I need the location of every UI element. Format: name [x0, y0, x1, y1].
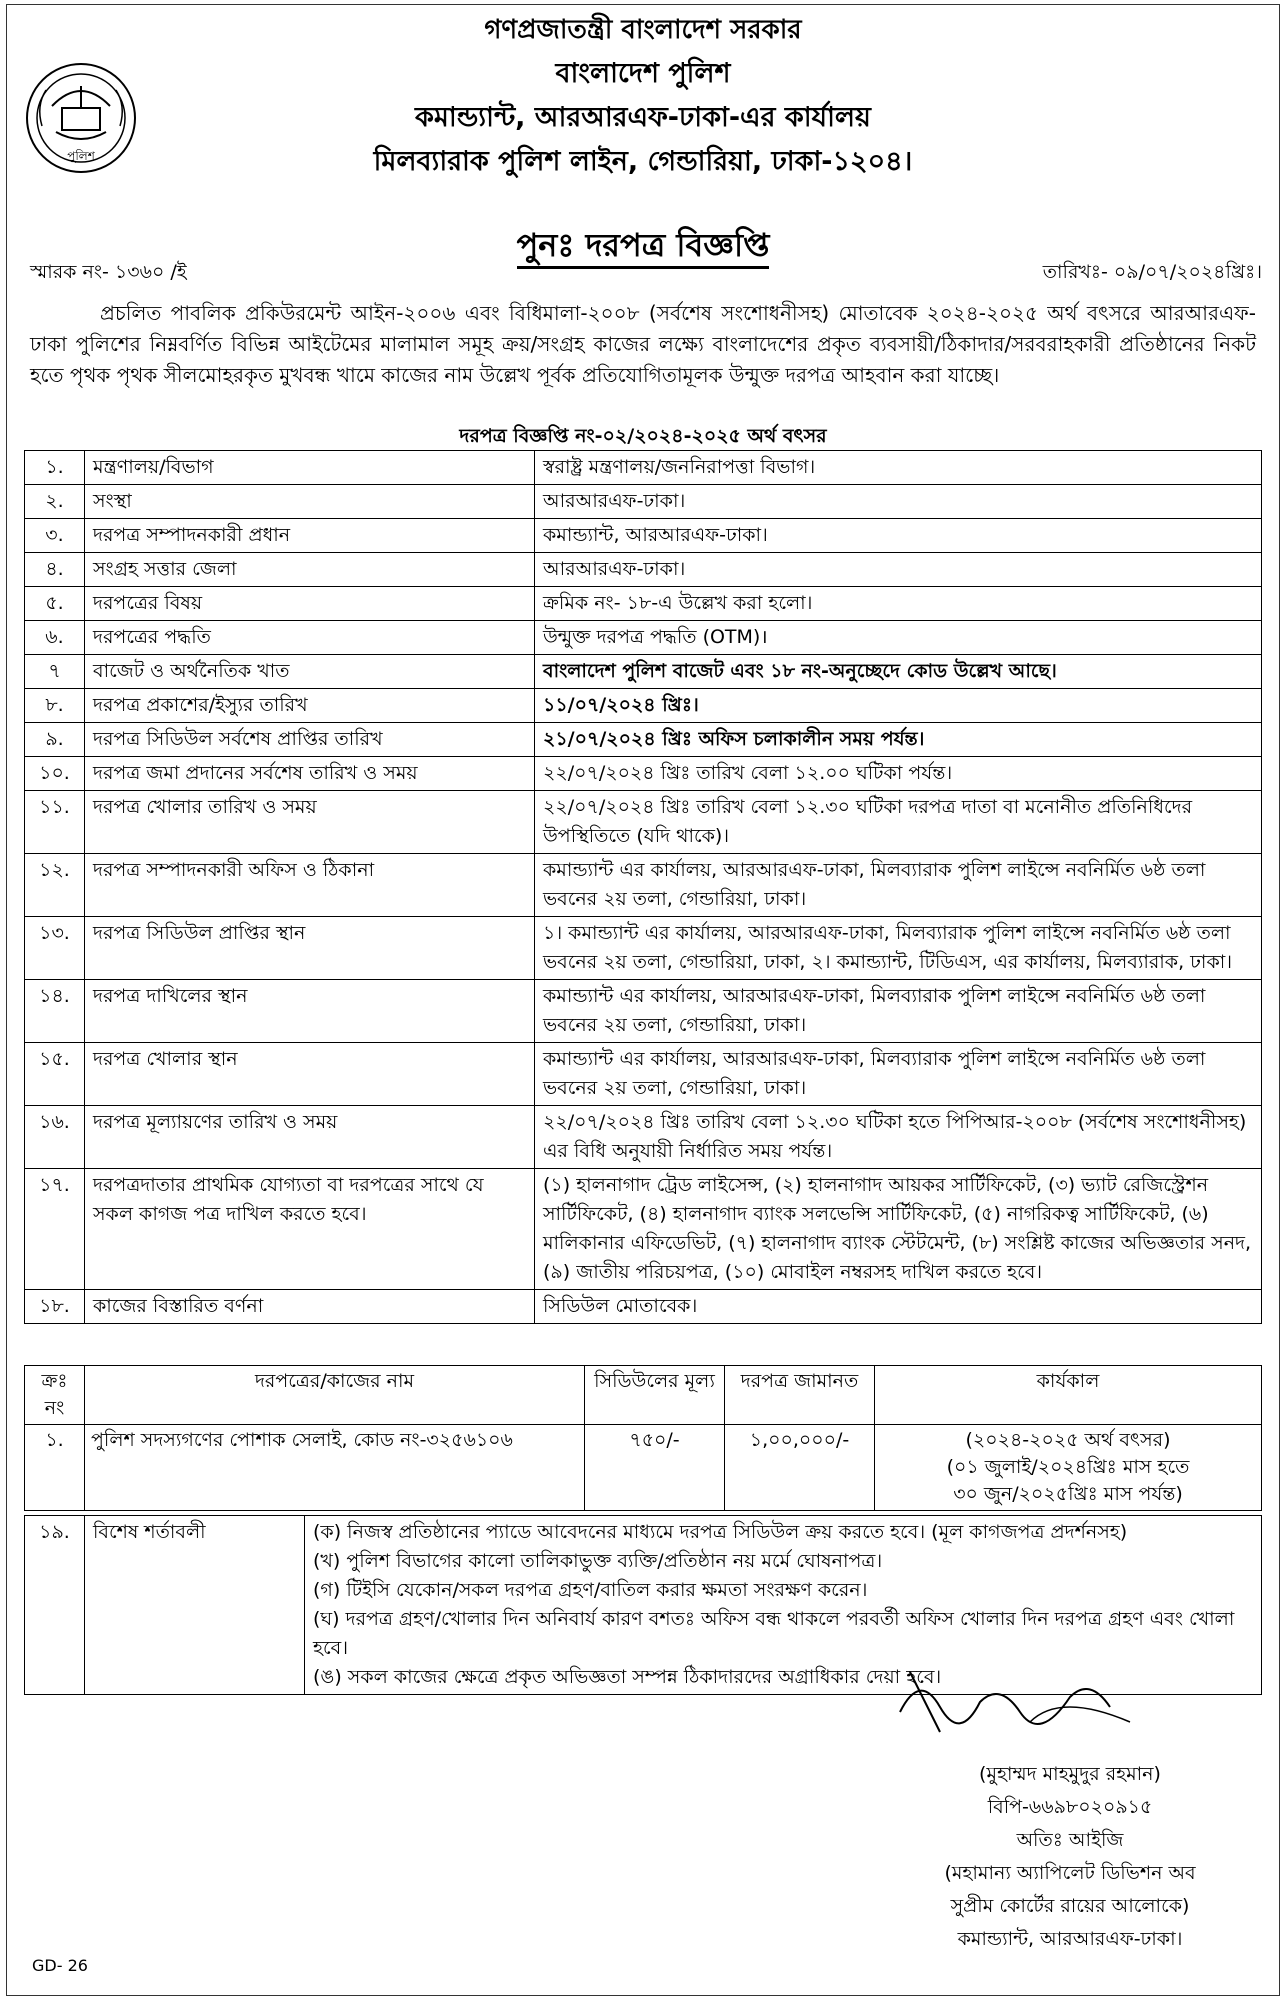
office-address: মিলব্যারাক পুলিশ লাইন, গেন্ডারিয়া, ঢাকা-১২০৪।	[373, 146, 913, 177]
row-sn: ১০.	[25, 757, 85, 791]
row-sn: ১১.	[25, 791, 85, 854]
row-value: ২২/০৭/২০২৪ খ্রিঃ তারিখ বেলা ১২.০০ ঘটিকা পর্যন্ত।	[535, 757, 1262, 791]
period-line-2: (০১ জুলাই/২০২৪খ্রিঃ মাস হতে	[946, 1456, 1190, 1478]
row-sn: ১৫.	[25, 1043, 85, 1106]
signatory-designation: অতিঃ আইজি	[1016, 1829, 1124, 1851]
col-header-period: কার্যকাল	[875, 1366, 1262, 1425]
row-sn: ১.	[25, 451, 85, 485]
row-value: বাংলাদেশ পুলিশ বাজেট এবং ১৮ নং-অনুচ্ছেদে কোড উল্লেখ আছে।	[535, 655, 1262, 689]
row-sn: ৫.	[25, 587, 85, 621]
item-price: ৭৫০/-	[585, 1425, 725, 1511]
period-line-3: ৩০ জুন/২০২৫খ্রিঃ মাস পর্যন্ত)	[953, 1483, 1183, 1505]
condition-item: (ক) নিজস্ব প্রতিষ্ঠানের প্যাডে আবেদনের মাধ্যমে দরপত্র সিডিউল ক্রয় করতে হবে। (মূল কাগজপত্র প্রদর্শনসহ)	[313, 1521, 1128, 1543]
row-label: দরপত্র সম্পাদনকারী প্রধান	[85, 519, 535, 553]
row-value: ১। কমান্ড্যান্ট এর কার্যালয়, আরআরএফ-ঢাকা, মিলব্যারাক পুলিশ লাইন্সে নবনির্মিত ৬ষ্ঠ তলা ভবনের ২য় তলা, গেন্ডারিয়া, ঢাকা, ২। কমান্ড্যান্ট, টিডিএস, এর কার্যালয়, মিলব্যারাক, ঢাকা।	[535, 917, 1262, 980]
row-label: দরপত্র দাখিলের স্থান	[85, 980, 535, 1043]
row-sn: ৮.	[25, 689, 85, 723]
detail-row	[25, 621, 1262, 655]
signatory-note-2: সুপ্রীম কোর্টের রায়ের আলোকে)	[950, 1895, 1190, 1917]
signatory-office: কমান্ড্যান্ট, আরআরএফ-ঢাকা।	[957, 1928, 1183, 1950]
detail-row	[25, 655, 1262, 689]
row-label: বাজেট ও অর্থনৈতিক খাত	[85, 655, 535, 689]
department-name: বাংলাদেশ পুলিশ	[555, 58, 731, 89]
detail-row	[25, 757, 1262, 791]
footer-code: GD- 26	[32, 1956, 88, 1975]
row-value: স্বরাষ্ট্র মন্ত্রণালয়/জননিরাপত্তা বিভাগ।	[535, 451, 1262, 485]
row-sn: ১২.	[25, 854, 85, 917]
row-value: কমান্ড্যান্ট এর কার্যালয়, আরআরএফ-ঢাকা, মিলব্যারাক পুলিশ লাইন্সে নবনির্মিত ৬ষ্ঠ তলা ভবনের ২য় তলা, গেন্ডারিয়া, ঢাকা।	[535, 854, 1262, 917]
detail-row	[25, 1169, 1262, 1290]
row-value: কমান্ড্যান্ট এর কার্যালয়, আরআরএফ-ঢাকা, মিলব্যারাক পুলিশ লাইন্সে নবনির্মিত ৬ষ্ঠ তলা ভবনের ২য় তলা, গেন্ডারিয়া, ঢাকা।	[535, 1043, 1262, 1106]
detail-row	[25, 980, 1262, 1043]
row-value: ২২/০৭/২০২৪ খ্রিঃ তারিখ বেলা ১২.৩০ ঘটিকা দরপত্র দাতা বা মনোনীত প্রতিনিধিদের উপস্থিতিতে (যদি থাকে)।	[535, 791, 1262, 854]
row-value: ক্রমিক নং- ১৮-এ উল্লেখ করা হলো।	[535, 587, 1262, 621]
row-label: দরপত্র মূল্যায়ণের তারিখ ও সময়	[85, 1106, 535, 1169]
item-period	[875, 1425, 1262, 1511]
row-label: সংগ্রহ সত্তার জেলা	[85, 553, 535, 587]
conditions-sn: ১৯.	[25, 1516, 85, 1695]
row-label: দরপত্র খোলার স্থান	[85, 1043, 535, 1106]
col-header-sn: ক্রঃ নং	[25, 1366, 85, 1425]
period-line-1: (২০২৪-২০২৫ অর্থ বৎসর)	[965, 1429, 1171, 1451]
row-sn: ১৭.	[25, 1169, 85, 1290]
row-value: কমান্ড্যান্ট এর কার্যালয়, আরআরএফ-ঢাকা, মিলব্যারাক পুলিশ লাইন্সে নবনির্মিত ৬ষ্ঠ তলা ভবনের ২য় তলা, গেন্ডারিয়া, ঢাকা।	[535, 980, 1262, 1043]
detail-row	[25, 1290, 1262, 1324]
govt-name: গণপ্রজাতন্ত্রী বাংলাদেশ সরকার	[484, 15, 802, 45]
detail-row	[25, 553, 1262, 587]
row-label: দরপত্র খোলার তারিখ ও সময়	[85, 791, 535, 854]
row-sn: ৭	[25, 655, 85, 689]
detail-row	[25, 1106, 1262, 1169]
detail-row	[25, 1043, 1262, 1106]
row-label: দরপত্রদাতার প্রাথমিক যোগ্যতা বা দরপত্রের সাথে যে সকল কাগজ পত্র দাখিল করতে হবে।	[85, 1169, 535, 1290]
row-sn: ১৮.	[25, 1290, 85, 1324]
intro-paragraph: প্রচলিত পাবলিক প্রকিউরমেন্ট আইন-২০০৬ এবং বিধিমালা-২০০৮ (সর্বশেষ সংশোধনীসহ) মোতাবেক ২০২৪-২০২৫ অর্থ বৎসরে আরআরএফ-ঢাকা পুলিশের নিম্নবর্ণিত বিভিন্ন আইটেমের মালামাল সমূহ ক্রয়/সংগ্রহ কাজের লক্ষ্যে বাংলাদেশের প্রকৃত ব্যবসায়ী/ঠিকাদার/সরবরাহকারী প্রতিষ্ঠানের নিকট হতে পৃথক পৃথক সীলমোহরকৃত মুখবন্ধ খামে কাজের নাম উল্লেখ পূর্বক প্রতিযোগিতামূলক উন্মুক্ত দরপত্র আহবান করা যাচ্ছে।	[30, 301, 1256, 387]
conditions-label: বিশেষ শর্তাবলী	[85, 1516, 305, 1695]
col-header-name: দরপত্রের/কাজের নাম	[85, 1366, 585, 1425]
signatory-bp: বিপি-৬৬৯৮০২০৯১৫	[987, 1796, 1153, 1818]
row-label: দরপত্রের বিষয়	[85, 587, 535, 621]
row-label: দরপত্র জমা প্রদানের সর্বশেষ তারিখ ও সময়	[85, 757, 535, 791]
signatory-name: (মুহাম্মদ মাহমুদুর রহমান)	[979, 1763, 1161, 1785]
row-value: ১১/০৭/২০২৪ খ্রিঃ।	[535, 689, 1262, 723]
row-label: দরপত্রের পদ্ধতি	[85, 621, 535, 655]
row-label: মন্ত্রণালয়/বিভাগ	[85, 451, 535, 485]
tender-details-table	[24, 450, 1262, 1324]
memo-number: স্মারক নং- ১৩৬০ /ই	[30, 261, 187, 283]
condition-item: (ঘ) দরপত্র গ্রহণ/খোলার দিন অনিবার্য কারণ বশতঃ অফিস বন্ধ থাকলে পরবর্তী অফিস খোলার দিন দরপত্র গ্রহণ এবং খোলা হবে।	[313, 1608, 1235, 1659]
row-value: কমান্ড্যান্ট, আরআরএফ-ঢাকা।	[535, 519, 1262, 553]
handwritten-signature	[880, 1652, 1160, 1752]
col-header-price: সিডিউলের মূল্য	[585, 1366, 725, 1425]
row-value: উন্মুক্ত দরপত্র পদ্ধতি (OTM)।	[535, 621, 1262, 655]
row-sn: ৩.	[25, 519, 85, 553]
table-title: দরপত্র বিজ্ঞপ্তি নং-০২/২০২৪-২০২৫ অর্থ বৎসর	[459, 425, 827, 447]
row-sn: ১৪.	[25, 980, 85, 1043]
detail-row	[25, 451, 1262, 485]
row-value: ২২/০৭/২০২৪ খ্রিঃ তারিখ বেলা ১২.৩০ ঘটিকা হতে পিপিআর-২০০৮ (সর্বশেষ সংশোধনীসহ) এর বিধি অনুযায়ী নির্ধারিত সময় পর্যন্ত।	[535, 1106, 1262, 1169]
row-label: কাজের বিস্তারিত বর্ণনা	[85, 1290, 535, 1324]
detail-row	[25, 485, 1262, 519]
signature-block	[860, 1758, 1280, 1956]
item-name: পুলিশ সদস্যগণের পোশাক সেলাই, কোড নং-৩২৫৬১০৬	[85, 1425, 585, 1511]
notice-date: তারিখঃ- ০৯/০৭/২০২৪খ্রিঃ।	[1042, 261, 1262, 283]
notice-title: পুনঃ দরপত্র বিজ্ঞপ্তি	[0, 220, 1286, 274]
office-name: কমান্ড্যান্ট, আরআরএফ-ঢাকা-এর কার্যালয়	[415, 102, 871, 133]
condition-item: (গ) টিইসি যেকোন/সকল দরপত্র গ্রহণ/বাতিল করার ক্ষমতা সংরক্ষণ করেন।	[313, 1579, 868, 1601]
row-value: সিডিউল মোতাবেক।	[535, 1290, 1262, 1324]
item-sn: ১.	[25, 1425, 85, 1511]
signatory-note-1: (মহামান্য অ্যাপিলেট ডিভিশন অব	[944, 1862, 1196, 1884]
row-sn: ৪.	[25, 553, 85, 587]
emblem-text: পুলিশ	[67, 149, 95, 163]
row-sn: ৬.	[25, 621, 85, 655]
row-label: দরপত্র সিডিউল প্রাপ্তির স্থান	[85, 917, 535, 980]
col-header-security: দরপত্র জামানত	[725, 1366, 875, 1425]
items-header-row	[25, 1366, 1262, 1425]
item-security: ১,০০,০০০/-	[725, 1425, 875, 1511]
detail-row	[25, 791, 1262, 854]
row-label: দরপত্র সম্পাদনকারী অফিস ও ঠিকানা	[85, 854, 535, 917]
detail-row	[25, 723, 1262, 757]
condition-item: (ঙ) সকল কাজের ক্ষেত্রে প্রকৃত অভিজ্ঞতা সম্পন্ন ঠিকাদারদের অগ্রাধিকার দেয়া হবে।	[313, 1666, 942, 1688]
row-sn: ৯.	[25, 723, 85, 757]
detail-row	[25, 854, 1262, 917]
items-table	[24, 1365, 1262, 1511]
row-label: দরপত্র প্রকাশের/ইস্যুর তারিখ	[85, 689, 535, 723]
detail-row	[25, 917, 1262, 980]
row-value: ২১/০৭/২০২৪ খ্রিঃ অফিস চলাকালীন সময় পর্যন্ত।	[535, 723, 1262, 757]
detail-row	[25, 587, 1262, 621]
row-value: আরআরএফ-ঢাকা।	[535, 485, 1262, 519]
detail-row	[25, 689, 1262, 723]
row-sn: ১৬.	[25, 1106, 85, 1169]
row-label: দরপত্র সিডিউল সর্বশেষ প্রাপ্তির তারিখ	[85, 723, 535, 757]
row-sn: ১৩.	[25, 917, 85, 980]
row-value: (১) হালনাগাদ ট্রেড লাইসেন্স, (২) হালনাগাদ আয়কর সার্টিফিকেট, (৩) ভ্যাট রেজিস্ট্রেশন সার্টিফিকেট, (৪) হালনাগাদ ব্যাংক সলভেন্সি সার্টিফিকেট, (৫) নাগরিকত্ব সার্টিফিকেট, (৬) মালিকানার এফিডেভিট, (৭) হালনাগাদ ব্যাংক স্টেটমেন্ট, (৮) সংশ্লিষ্ট কাজের অভিজ্ঞতার সনদ, (৯) জাতীয় পরিচয়পত্র, (১০) মোবাইল নম্বরসহ দাখিল করতে হবে।	[535, 1169, 1262, 1290]
row-value: আরআরএফ-ঢাকা।	[535, 553, 1262, 587]
row-sn: ২.	[25, 485, 85, 519]
condition-item: (খ) পুলিশ বিভাগের কালো তালিকাভুক্ত ব্যক্তি/প্রতিষ্ঠান নয় মর্মে ঘোষনাপত্র।	[313, 1550, 883, 1572]
letterhead	[0, 8, 1286, 184]
detail-row	[25, 519, 1262, 553]
row-label: সংস্থা	[85, 485, 535, 519]
items-row	[25, 1425, 1262, 1511]
